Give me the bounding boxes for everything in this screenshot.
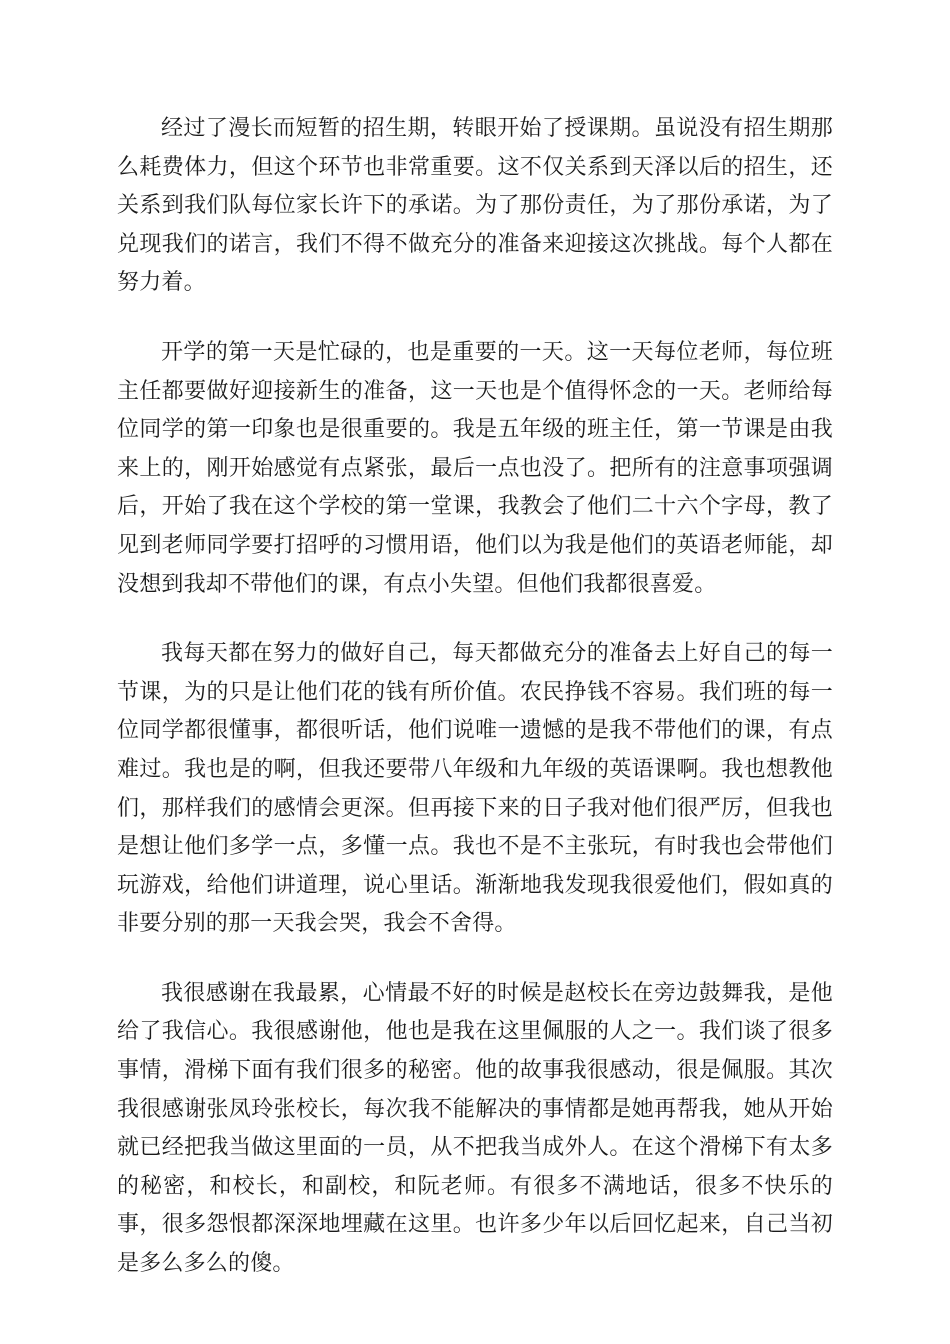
paragraph-3: 我每天都在努力的做好自己，每天都做充分的准备去上好自己的每一节课，为的只是让他们花的钱有所价值。农民挣钱不容易。我们班的每一位同学都很懂事，都很听话，他们说唯一遗憾的是我不带他们的课，有点难过。我也是的啊，但我还要带八年级和九年级的英语课啊。我也想教他们，那样我们的感情会更深。但再接下来的日子我对他们很严厉，但我也是想让他们多学一点，多懂一点。我也不是不主张玩，有时我也会带他们玩游戏，给他们讲道理，说心里话。渐渐地我发现我很爱他们，假如真的非要分别的那一天我会哭，我会不舍得。 <box>117 641 833 937</box>
paragraph-2: 开学的第一天是忙碌的，也是重要的一天。这一天每位老师，每位班主任都要做好迎接新生的准备，这一天也是个值得怀念的一天。老师给每位同学的第一印象也是很重要的。我是五年级的班主任，第一节课是由我来上的，刚开始感觉有点紧张，最后一点也没了。把所有的注意事项强调后，开始了我在这个学校的第一堂课，我教会了他们二十六个字母，教了见到老师同学要打招呼的习惯用语，他们以为我是他们的英语老师能，却没想到我却不带他们的课，有点小失望。但他们我都很喜爱。 <box>117 339 833 597</box>
document-body <box>117 110 833 1284</box>
paragraph-1: 经过了漫长而短暂的招生期，转眼开始了授课期。虽说没有招生期那么耗费体力，但这个环节也非常重要。这不仅关系到天泽以后的招生，还关系到我们队每位家长许下的承诺。为了那份责任，为了那份承诺，为了兑现我们的诺言，我们不得不做充分的准备来迎接这次挑战。每个人都在努力着。 <box>117 116 833 296</box>
paragraph-4: 我很感谢在我最累，心情最不好的时候是赵校长在旁边鼓舞我，是他给了我信心。我很感谢他，他也是我在这里佩服的人之一。我们谈了很多事情，滑梯下面有我们很多的秘密。他的故事我很感动，很是佩服。其次我很感谢张凤玲张校长，每次我不能解决的事情都是她再帮我，她从开始就已经把我当做这里面的一员，从不把我当成外人。在这个滑梯下有太多的秘密，和校长，和副校，和阮老师。有很多不满地话，很多不快乐的事，很多怨恨都深深地埋藏在这里。也许多少年以后回忆起来，自己当初是多么多么的傻。 <box>117 980 833 1277</box>
